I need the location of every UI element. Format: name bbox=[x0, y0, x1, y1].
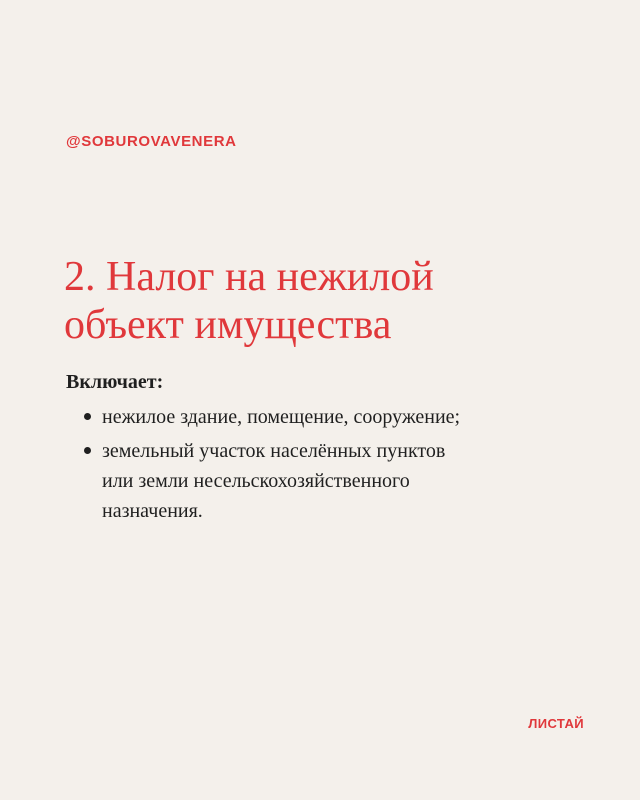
swipe-hint: ЛИСТАЙ bbox=[528, 716, 584, 731]
list-item-text: земельный участок населённых пунктов bbox=[102, 440, 446, 462]
list-item bbox=[66, 436, 596, 526]
list-item bbox=[66, 402, 596, 432]
bullet-dot-icon bbox=[84, 447, 91, 454]
title-line-1: 2. Налог на нежилой bbox=[64, 254, 434, 300]
bullet-dot-icon bbox=[84, 413, 91, 420]
list-item-text: нежилое здание, помещение, сооружение; bbox=[102, 406, 461, 428]
list-item-text: назначения. bbox=[102, 500, 203, 522]
account-handle: @SOBUROVAVENERA bbox=[66, 133, 237, 150]
list-item-text: или земли несельскохозяйственного bbox=[102, 470, 410, 492]
includes-label: Включает: bbox=[66, 371, 164, 393]
bullet-list bbox=[66, 402, 596, 526]
page-title bbox=[64, 253, 584, 349]
title-line-2: объект имущества bbox=[64, 302, 392, 348]
